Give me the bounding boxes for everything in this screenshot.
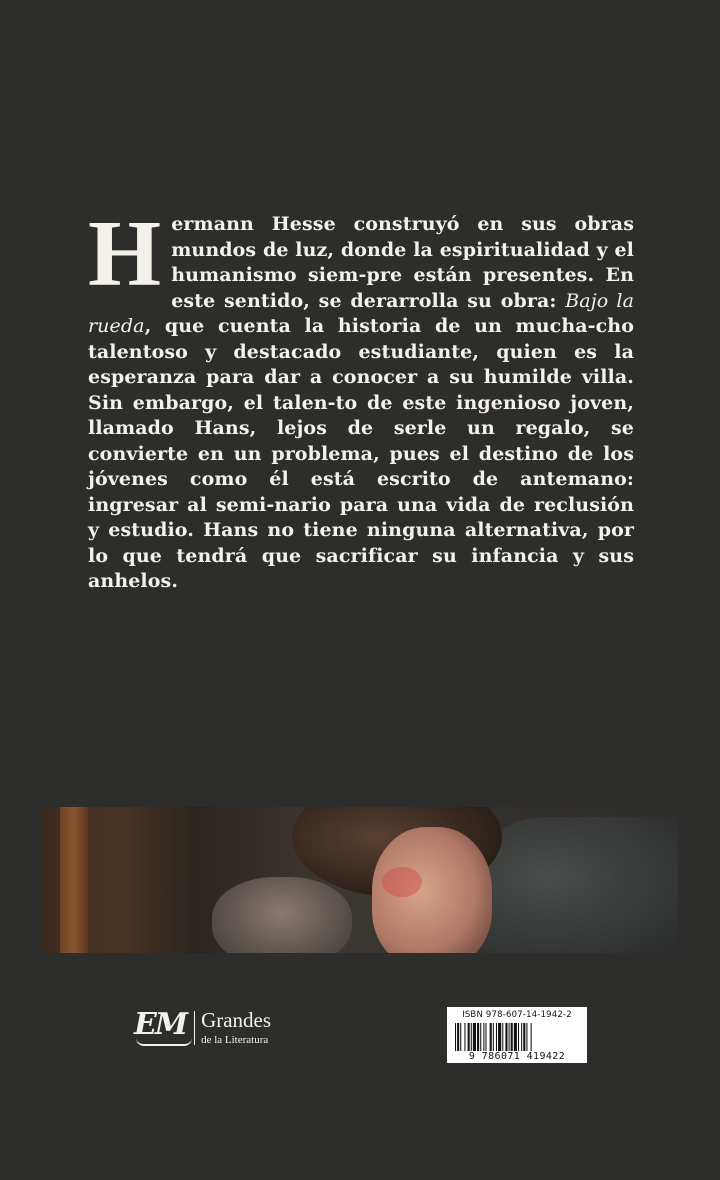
drop-cap: H: [88, 202, 162, 306]
barcode-stripe: [509, 1023, 510, 1053]
back-cover-blurb: [88, 202, 634, 595]
blurb-text-end: , que cuenta la historia de un mucha-cho talentoso y destacado estudiante, quien es la esperanza para dar a conocer a su humilde villa. Sin embargo, el talen-to de este ingenioso joven, llamado Hans, lejos de serle un regalo, se convierte en un problema, pues el destino de los jóvenes como él está escrito de antemano: ingresar al semi-nario para una vida de reclusión y estudio. Hans no tiene ninguna alternativa, por lo que tendrá que sacrificar su infancia y sus anhelos.: [88, 315, 634, 592]
barcode-stripe: [460, 1023, 461, 1053]
barcode-digits: 9 786071 419422: [447, 1051, 587, 1062]
book-title: Bajo la rueda: [88, 289, 634, 337]
barcode-stripe: [464, 1023, 465, 1053]
barcode-stripe: [455, 1023, 456, 1053]
barcode-stripe: [526, 1023, 527, 1053]
barcode-stripe: [480, 1023, 481, 1053]
barcode-stripe: [483, 1023, 484, 1053]
boy-hand: [212, 877, 352, 953]
isbn-label: ISBN 978-607-14-1942-2: [462, 1010, 572, 1020]
collection-subtitle: de la Literatura: [201, 1033, 269, 1046]
barcode-stripe: [485, 1023, 486, 1053]
publisher-mark: EM: [134, 1007, 186, 1048]
blurb-text-start: ermann Hesse construyó en sus obras mundos de luz, donde la espiritualidad y el humanismo siem-pre están presentes. En este sentido, se derarrolla su obra:: [171, 213, 634, 312]
collection-name: [201, 1007, 272, 1046]
barcode-stripe: [498, 1023, 501, 1053]
boy-cheek: [382, 867, 422, 897]
isbn-barcode: [447, 1007, 587, 1063]
barcode-stripe: [468, 1023, 470, 1053]
barcode-stripe: [477, 1023, 479, 1053]
wooden-panel: [60, 807, 88, 953]
barcode-stripe: [490, 1023, 492, 1053]
collection-title: Grandes: [201, 1007, 272, 1032]
barcode-bars: [455, 1023, 579, 1053]
barcode-stripe: [457, 1023, 459, 1053]
logo-divider: [194, 1011, 195, 1045]
cover-painting-detail: [42, 807, 678, 953]
barcode-stripe: [531, 1023, 532, 1053]
barcode-stripe: [502, 1023, 503, 1053]
barcode-stripe: [518, 1023, 519, 1053]
barcode-stripe: [473, 1023, 476, 1053]
publisher-logo: [134, 1007, 271, 1048]
barcode-stripe: [511, 1023, 513, 1053]
barcode-stripe: [514, 1023, 517, 1053]
barcode-stripe: [521, 1023, 522, 1053]
barcode-stripe: [496, 1023, 497, 1053]
boy-jacket: [482, 817, 678, 953]
barcode-stripe: [471, 1023, 472, 1053]
barcode-stripe: [493, 1023, 494, 1053]
barcode-stripe: [523, 1023, 525, 1053]
barcode-stripe: [505, 1023, 507, 1053]
